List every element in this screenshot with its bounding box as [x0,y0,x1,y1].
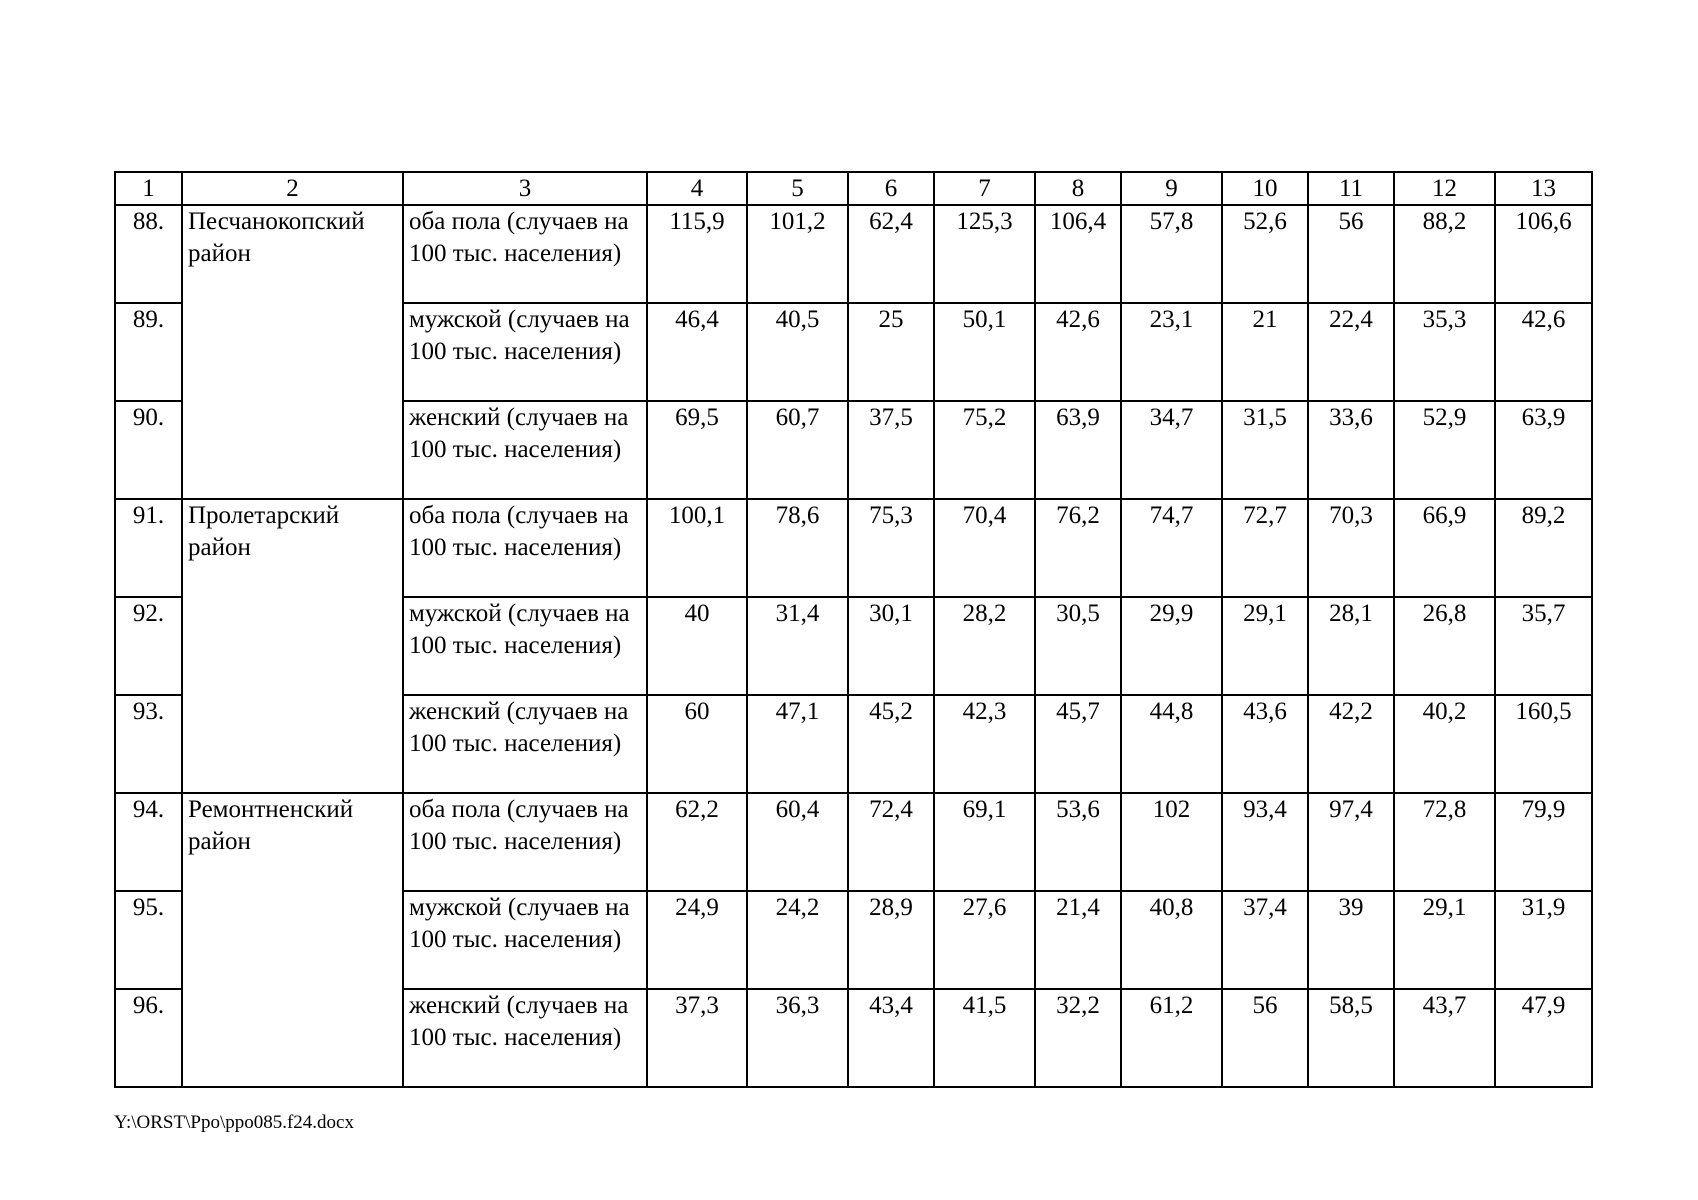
value-cell: 56 [1222,989,1308,1087]
value-cell: 23,1 [1121,303,1222,401]
value-cell: 21 [1222,303,1308,401]
value-cell: 102 [1121,793,1222,891]
value-cell: 106,4 [1035,205,1121,303]
indicator-cell: мужской (случаев на 100 тыс. населения) [403,891,647,989]
value-cell: 28,9 [848,891,934,989]
column-number-cell: 4 [647,172,747,205]
value-cell: 43,7 [1394,989,1495,1087]
value-cell: 40,5 [747,303,848,401]
district-cell: Песчанокопский район [182,205,403,499]
row-number-cell: 88. [115,205,182,303]
value-cell: 29,1 [1394,891,1495,989]
column-number-cell: 10 [1222,172,1308,205]
value-cell: 43,6 [1222,695,1308,793]
value-cell: 25 [848,303,934,401]
value-cell: 60,4 [747,793,848,891]
value-cell: 93,4 [1222,793,1308,891]
value-cell: 97,4 [1308,793,1394,891]
value-cell: 89,2 [1495,499,1592,597]
column-number-cell: 8 [1035,172,1121,205]
value-cell: 35,3 [1394,303,1495,401]
column-number-cell: 13 [1495,172,1592,205]
value-cell: 62,2 [647,793,747,891]
value-cell: 40,8 [1121,891,1222,989]
column-number-cell: 3 [403,172,647,205]
row-number-cell: 95. [115,891,182,989]
value-cell: 21,4 [1035,891,1121,989]
row-number-cell: 94. [115,793,182,891]
value-cell: 37,4 [1222,891,1308,989]
value-cell: 61,2 [1121,989,1222,1087]
value-cell: 53,6 [1035,793,1121,891]
column-number-cell: 12 [1394,172,1495,205]
value-cell: 72,8 [1394,793,1495,891]
footer-file-path: Y:\ORST\Ppo\ppo085.f24.docx [114,1112,354,1133]
value-cell: 70,4 [934,499,1035,597]
value-cell: 37,3 [647,989,747,1087]
column-number-cell: 2 [182,172,403,205]
value-cell: 45,7 [1035,695,1121,793]
statistics-table [114,171,1593,1088]
column-number-cell: 6 [848,172,934,205]
row-number-cell: 90. [115,401,182,499]
value-cell: 35,7 [1495,597,1592,695]
value-cell: 115,9 [647,205,747,303]
value-cell: 74,7 [1121,499,1222,597]
table-row [115,499,1592,597]
indicator-cell: женский (случаев на 100 тыс. населения) [403,695,647,793]
value-cell: 24,9 [647,891,747,989]
value-cell: 57,8 [1121,205,1222,303]
indicator-cell: женский (случаев на 100 тыс. населения) [403,989,647,1087]
value-cell: 63,9 [1495,401,1592,499]
indicator-cell: оба пола (случаев на 100 тыс. населения) [403,205,647,303]
indicator-cell: оба пола (случаев на 100 тыс. населения) [403,499,647,597]
value-cell: 78,6 [747,499,848,597]
value-cell: 52,9 [1394,401,1495,499]
row-number-cell: 92. [115,597,182,695]
value-cell: 72,4 [848,793,934,891]
value-cell: 29,9 [1121,597,1222,695]
indicator-cell: мужской (случаев на 100 тыс. населения) [403,303,647,401]
column-number-cell: 7 [934,172,1035,205]
value-cell: 125,3 [934,205,1035,303]
value-cell: 37,5 [848,401,934,499]
table-row [115,205,1592,303]
value-cell: 60 [647,695,747,793]
district-cell: Пролетарский район [182,499,403,793]
value-cell: 60,7 [747,401,848,499]
value-cell: 69,5 [647,401,747,499]
value-cell: 106,6 [1495,205,1592,303]
value-cell: 30,1 [848,597,934,695]
value-cell: 41,5 [934,989,1035,1087]
value-cell: 47,9 [1495,989,1592,1087]
row-number-cell: 91. [115,499,182,597]
value-cell: 75,3 [848,499,934,597]
value-cell: 27,6 [934,891,1035,989]
value-cell: 40 [647,597,747,695]
value-cell: 30,5 [1035,597,1121,695]
indicator-cell: оба пола (случаев на 100 тыс. населения) [403,793,647,891]
value-cell: 32,2 [1035,989,1121,1087]
row-number-cell: 96. [115,989,182,1087]
value-cell: 47,1 [747,695,848,793]
value-cell: 39 [1308,891,1394,989]
value-cell: 42,6 [1495,303,1592,401]
value-cell: 28,2 [934,597,1035,695]
value-cell: 42,2 [1308,695,1394,793]
value-cell: 56 [1308,205,1394,303]
value-cell: 63,9 [1035,401,1121,499]
value-cell: 22,4 [1308,303,1394,401]
value-cell: 79,9 [1495,793,1592,891]
indicator-cell: мужской (случаев на 100 тыс. населения) [403,597,647,695]
value-cell: 28,1 [1308,597,1394,695]
value-cell: 88,2 [1394,205,1495,303]
row-number-cell: 93. [115,695,182,793]
value-cell: 52,6 [1222,205,1308,303]
value-cell: 43,4 [848,989,934,1087]
table-row [115,793,1592,891]
value-cell: 50,1 [934,303,1035,401]
column-number-cell: 11 [1308,172,1394,205]
value-cell: 62,4 [848,205,934,303]
value-cell: 100,1 [647,499,747,597]
value-cell: 31,4 [747,597,848,695]
column-number-row [115,172,1592,205]
column-number-cell: 1 [115,172,182,205]
value-cell: 42,3 [934,695,1035,793]
column-number-cell: 9 [1121,172,1222,205]
value-cell: 42,6 [1035,303,1121,401]
value-cell: 101,2 [747,205,848,303]
value-cell: 76,2 [1035,499,1121,597]
indicator-cell: женский (случаев на 100 тыс. населения) [403,401,647,499]
value-cell: 75,2 [934,401,1035,499]
value-cell: 44,8 [1121,695,1222,793]
table-body [115,172,1592,1087]
column-number-cell: 5 [747,172,848,205]
value-cell: 31,5 [1222,401,1308,499]
value-cell: 34,7 [1121,401,1222,499]
value-cell: 40,2 [1394,695,1495,793]
value-cell: 36,3 [747,989,848,1087]
value-cell: 29,1 [1222,597,1308,695]
value-cell: 45,2 [848,695,934,793]
value-cell: 72,7 [1222,499,1308,597]
value-cell: 66,9 [1394,499,1495,597]
value-cell: 69,1 [934,793,1035,891]
row-number-cell: 89. [115,303,182,401]
value-cell: 58,5 [1308,989,1394,1087]
value-cell: 26,8 [1394,597,1495,695]
value-cell: 46,4 [647,303,747,401]
value-cell: 70,3 [1308,499,1394,597]
value-cell: 160,5 [1495,695,1592,793]
value-cell: 33,6 [1308,401,1394,499]
district-cell: Ремонтненский район [182,793,403,1087]
value-cell: 24,2 [747,891,848,989]
value-cell: 31,9 [1495,891,1592,989]
